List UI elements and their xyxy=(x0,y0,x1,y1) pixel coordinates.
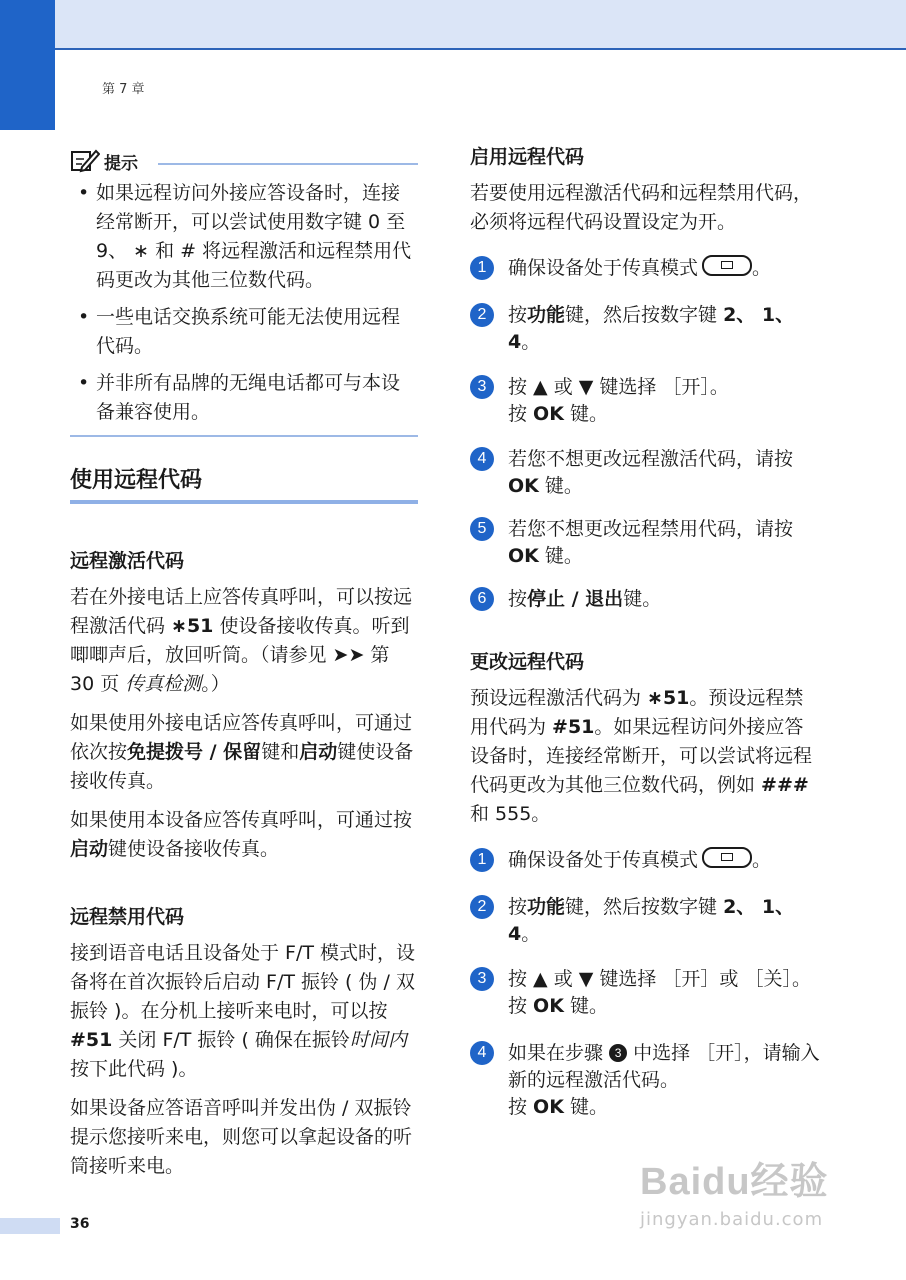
activation-paragraph-1: 若在外接电话上应答传真呼叫，可以按远程激活代码 ∗51 使设备接收传真。听到唧唧声后，放回听筒。（请参见 ➤➤ 第 30 页 传真检测。） xyxy=(70,586,413,695)
chapter-label: 第 7 章 xyxy=(102,82,145,97)
note-rule xyxy=(158,163,418,165)
chapter-tab xyxy=(0,0,55,130)
enable-step-5: 5 若您不想更改远程禁用代码，请按 OK 键。 xyxy=(470,516,820,570)
right-column xyxy=(470,142,820,1121)
watermark-logo: Baidu经验 xyxy=(640,1161,829,1203)
footer-bar xyxy=(0,1218,60,1234)
enable-intro: 若要使用远程激活代码和远程禁用代码，必须将远程代码设置设定为开。 xyxy=(470,182,813,233)
note-item: • 如果远程访问外接应答设备时，连接经常断开，可以尝试使用数字键 0 至 9、 ∗ 和 # 将远程激活和远程禁用代码更改为其他三位数代码。 xyxy=(70,179,418,295)
change-step-3: 3 按 ▲ 或 ▼ 键选择 ［开］或 ［关］。 按 OK 键。 xyxy=(470,966,820,1020)
note-divider xyxy=(70,435,418,437)
watermark xyxy=(640,1150,870,1250)
enable-step-6: 6 按停止 / 退出键。 xyxy=(470,586,820,613)
header-bar xyxy=(0,0,906,50)
activation-title: 远程激活代码 xyxy=(70,550,185,572)
activation-paragraph-2: 如果使用外接电话应答传真呼叫，可通过依次按免提拨号 / 保留键和启动键使设备接收传真。 xyxy=(70,712,414,792)
note-item: • 一些电话交换系统可能无法使用远程代码。 xyxy=(70,303,418,361)
enable-step-1: 1 确保设备处于传真模式 。 xyxy=(470,255,820,282)
change-step-4: 4 如果在步骤 3 中选择 ［开］，请输入新的远程激活代码。 按 OK 键。 xyxy=(470,1040,820,1121)
deactivation-paragraph-2: 如果设备应答语音呼叫并发出伪 / 双振铃提示您接听来电，则您可以拿起设备的听筒接听来电。 xyxy=(70,1097,413,1177)
left-column xyxy=(70,145,418,1181)
step-ref-badge: 3 xyxy=(609,1044,627,1062)
note-label: 提示 xyxy=(104,153,138,174)
change-step-2: 2 按功能键，然后按数字键 2、 1、 4。 xyxy=(470,894,820,948)
change-step-1: 1 确保设备处于传真模式 。 xyxy=(470,847,820,874)
enable-step-3: 3 按 ▲ 或 ▼ 键选择 ［开］。 按 OK 键。 xyxy=(470,374,820,428)
enable-title: 启用远程代码 xyxy=(470,146,585,168)
change-title: 更改远程代码 xyxy=(470,651,585,673)
change-intro: 预设远程激活代码为 ∗51。预设远程禁用代码为 #51。如果远程访问外接应答设备时，连接经常断开，可以尝试将远程代码更改为其他三位数代码，例如 ### 和 555。 xyxy=(470,687,813,825)
deactivation-title: 远程禁用代码 xyxy=(70,906,185,928)
enable-step-4: 4 若您不想更改远程激活代码，请按 OK 键。 xyxy=(470,446,820,500)
section-title: 使用远程代码 xyxy=(70,463,418,504)
page-number: 36 xyxy=(70,1216,90,1232)
note-header xyxy=(70,145,418,177)
enable-step-2: 2 按功能键，然后按数字键 2、 1、 4。 xyxy=(470,302,820,356)
fax-mode-key-icon xyxy=(702,255,752,276)
fax-mode-key-icon xyxy=(702,847,752,868)
note-item: • 并非所有品牌的无绳电话都可与本设备兼容使用。 xyxy=(70,369,418,427)
watermark-url: jingyan.baidu.com xyxy=(640,1209,824,1230)
note-pencil-icon xyxy=(70,148,100,174)
activation-paragraph-3: 如果使用本设备应答传真呼叫，可通过按启动键使设备接收传真。 xyxy=(70,809,413,860)
deactivation-paragraph-1: 接到语音电话且设备处于 F/T 模式时，设备将在首次振铃后启动 F/T 振铃 ( 伪 / 双振铃 )。在分机上接听来电时，可以按 #51 关闭 F/T 振铃 ( 确保在振铃时间内按下此代码 )。 xyxy=(70,942,416,1080)
note-list xyxy=(70,179,418,427)
